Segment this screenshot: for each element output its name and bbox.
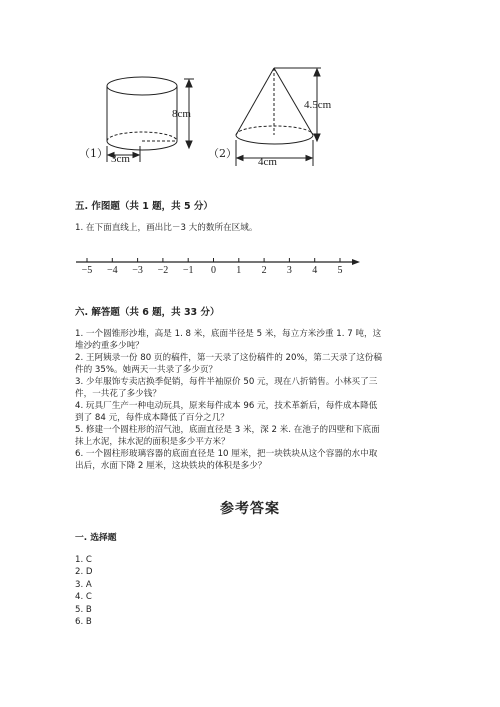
cylinder-diameter-label: 3cm xyxy=(111,153,130,165)
cylinder-height-label: 8cm xyxy=(172,108,191,120)
problem-line: 2. 王阿姨录一份 80 页的稿件，第一天录了这份稿件的 20%，第二天录了这份稿 xyxy=(75,353,382,363)
problem-line: 到了 84 元，每件成本降低了百分之几？ xyxy=(75,413,229,423)
problem-line: 出后，水面下降 2 厘米，这块铁块的体积是多少？ xyxy=(75,461,267,471)
number-line-tick-label: −4 xyxy=(106,265,118,276)
problem-line: 堆沙约重多少吨？ xyxy=(75,341,144,351)
number-line-tick-label: −5 xyxy=(81,265,93,276)
problem-line: 抹上水泥，抹水泥的面积是多少平方米？ xyxy=(75,437,230,447)
section5-title: 五. 作图题（共 1 题，共 5 分） xyxy=(75,201,213,212)
cone-label: （2） xyxy=(208,147,237,160)
cylinder-bottom-front xyxy=(107,141,177,150)
answer-item: 6. B xyxy=(75,617,92,628)
number-line-tick-label: −2 xyxy=(157,265,169,276)
problem-line: 6. 一个圆柱形玻璃容器的底面直径是 10 厘米，把一块铁块从这个容器的水中取 xyxy=(75,449,378,459)
answers-title: 参考答案 xyxy=(220,501,280,517)
section5-question: 1. 在下面直线上，画出比－3 大的数所在区域。 xyxy=(75,223,258,233)
number-line-tick-label: −1 xyxy=(182,265,194,276)
answer-item: 1. C xyxy=(75,555,92,565)
number-line-tick-label: 5 xyxy=(337,265,343,276)
number-line-tick-label: 4 xyxy=(312,265,318,276)
answer-item: 4. C xyxy=(75,592,92,603)
answer-item: 2. D xyxy=(75,567,93,578)
section6-problems xyxy=(75,328,382,472)
problem-line: 4. 玩具厂生产一种电动玩具，原来每件成本 96 元，技术革新后，每件成本降低 xyxy=(75,401,378,411)
cylinder-top-ellipse xyxy=(107,77,177,95)
number-line-tick-label: 1 xyxy=(236,265,242,276)
cone-height-label: 4.5cm xyxy=(304,99,332,111)
number-line-tick-label: 0 xyxy=(211,265,216,276)
cone-diameter-label: 4cm xyxy=(258,156,277,168)
cone-base-front xyxy=(236,135,313,144)
answer-list xyxy=(75,554,93,628)
problem-line: 件的 35%。她两天一共录了多少页？ xyxy=(75,365,218,375)
number-line-tick-label: 3 xyxy=(286,265,292,276)
answers-section1-title: 一. 选择题 xyxy=(75,533,117,543)
cylinder-arrowhead-up xyxy=(186,80,192,87)
cone-left-edge xyxy=(236,68,274,135)
problem-line: 3. 少年服饰专卖店换季促销，每件半袖原价 50 元，现在八折销售。小林买了三 xyxy=(75,377,378,387)
problem-line: 1. 一个圆锥形沙堆，高是 1. 8 米，底面半径是 5 米，每立方米沙重 1. 7 吨，这 xyxy=(75,329,382,339)
answer-item: 5. B xyxy=(75,604,92,615)
cone-figure xyxy=(236,68,321,166)
problem-line: 5. 修建一个圆柱形的沼气池，底面直径是 3 米，深 2 米. 在池子的四壁和下底面 xyxy=(75,425,380,435)
answer-item: 3. A xyxy=(75,579,92,590)
section6-title: 六. 解答题（共 6 题，共 33 分） xyxy=(75,307,220,318)
cylinder-label: （1） xyxy=(79,147,108,160)
number-line-arrowhead xyxy=(352,259,360,265)
number-line-tick-label: −3 xyxy=(132,265,143,276)
cylinder-arrowhead-down xyxy=(186,141,192,148)
number-line-tick-label: 2 xyxy=(261,265,267,276)
cylinder-bottom-back xyxy=(107,132,177,141)
problem-line: 件，一共花了多少钱？ xyxy=(75,389,161,399)
geometry-figures xyxy=(0,0,500,180)
